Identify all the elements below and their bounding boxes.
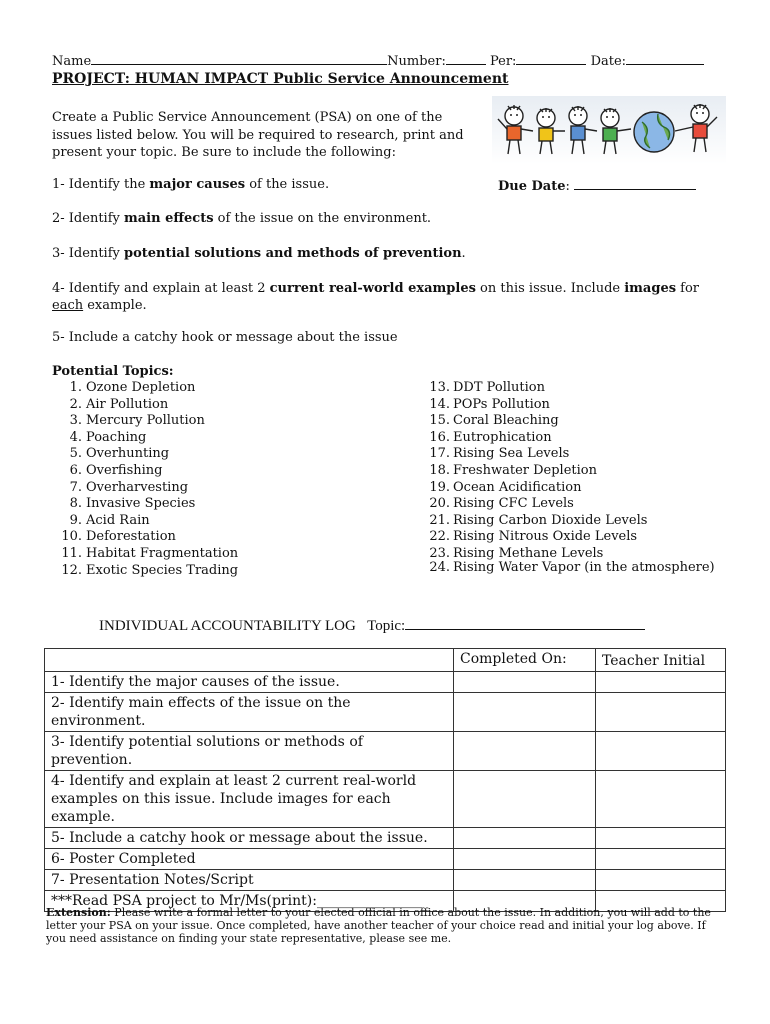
log-teacher-cell[interactable] [596, 693, 726, 732]
log-completed-cell[interactable] [454, 849, 596, 870]
log-task: 5- Include a catchy hook or message about the issue. [45, 828, 454, 849]
topic-item [60, 513, 238, 530]
log-completed-cell[interactable] [454, 771, 596, 828]
topic-number: 7. [69, 479, 82, 495]
topic-item [60, 546, 238, 563]
log-completed-cell[interactable] [454, 693, 596, 732]
topic-number: 14. [429, 396, 450, 412]
topic-item [60, 413, 238, 430]
topic-label: Rising Sea Levels [453, 446, 570, 462]
topic-label: POPs Pollution [453, 396, 550, 412]
topics-heading: Potential Topics: [52, 364, 174, 379]
topic-label: Coral Bleaching [453, 413, 559, 429]
intro-line-2: issues listed below. You will be required to research, print and [52, 127, 464, 143]
topic-item [426, 560, 715, 577]
topic-number: 12. [61, 562, 82, 578]
step-3 [52, 246, 466, 261]
log-row [45, 672, 726, 693]
step-4-bold: current real-world examples [269, 281, 476, 296]
log-col-completed: Completed On: [454, 649, 596, 672]
per-label: Per: [489, 54, 517, 69]
topic-label: Poaching [86, 429, 147, 445]
topic-number: 4. [69, 429, 82, 445]
step-4-pre: 4- Identify and explain at least 2 [52, 281, 270, 296]
topic-number: 3. [69, 413, 82, 429]
header-fields [52, 52, 704, 69]
step-1-bold: major causes [149, 177, 246, 192]
topic-number: 23. [429, 545, 450, 561]
topic-number: 13. [429, 380, 450, 395]
topic-number: 16. [429, 429, 450, 445]
log-row [45, 693, 726, 732]
number-label: Number: [387, 54, 446, 69]
topic-label: Overharvesting [86, 479, 189, 495]
topic-label: Rising CFC Levels [453, 496, 574, 512]
topics-list-left [60, 380, 238, 579]
step-1-post: of the issue. [245, 177, 330, 192]
log-completed-cell[interactable] [454, 870, 596, 891]
topic-label: Rising Water Vapor (in the atmosphere) [453, 559, 715, 575]
extension-label: Extension: [46, 906, 111, 919]
topic-item [426, 480, 715, 497]
extension-text: Please write a formal letter to your elected official in office about the issue. In addition, you will add to the letter your PSA on your issue. Once completed, have another teacher of your choice read and initial your log above. If you need assistance on finding your state representative, please see me. [46, 906, 711, 945]
topic-number: 21. [429, 512, 450, 528]
log-task: 4- Identify and explain at least 2 current real-world examples on this issue. Include images for each example. [45, 771, 454, 828]
log-row [45, 828, 726, 849]
topic-item [60, 380, 238, 397]
topic-label: Ozone Depletion [86, 380, 196, 395]
per-field[interactable] [516, 52, 586, 65]
topic-label: Overhunting [86, 446, 170, 462]
topic-label: Air Pollution [86, 396, 169, 412]
log-row [45, 870, 726, 891]
topic-number: 22. [429, 529, 450, 545]
log-task: 2- Identify main effects of the issue on the environment. [45, 693, 454, 732]
intro-text [52, 109, 464, 162]
log-task: 7- Presentation Notes/Script [45, 870, 454, 891]
topic-item [60, 480, 238, 497]
topic-label: Rising Carbon Dioxide Levels [453, 512, 648, 528]
intro-line-1: Create a Public Service Announcement (PSA) on one of the [52, 110, 443, 125]
kids-globe-illustration [492, 96, 726, 164]
extension-note [46, 906, 726, 945]
step-3-bold: potential solutions and methods of prevention [124, 246, 462, 261]
topic-item [426, 380, 715, 397]
step-2-pre: 2- Identify [52, 211, 124, 226]
log-topic-label: Topic: [367, 618, 406, 634]
log-heading [99, 617, 645, 635]
log-row [45, 771, 726, 828]
topic-label: Acid Rain [86, 512, 150, 528]
topic-label: Mercury Pollution [86, 413, 205, 429]
topic-item [60, 446, 238, 463]
step-4 [52, 280, 699, 314]
topic-label: Eutrophication [453, 429, 552, 445]
topic-label: DDT Pollution [453, 380, 545, 395]
topic-item [60, 563, 238, 580]
number-field[interactable] [446, 52, 486, 65]
step-2-bold: main effects [124, 211, 214, 226]
log-task: 1- Identify the major causes of the issue. [45, 672, 454, 693]
step-1-pre: 1- Identify the [52, 177, 150, 192]
topic-number: 17. [429, 446, 450, 462]
step-3-post: . [461, 246, 466, 261]
log-completed-cell[interactable] [454, 828, 596, 849]
step-4-each: each [52, 298, 84, 313]
project-title: PROJECT: HUMAN IMPACT Public Service Announcement [52, 71, 509, 87]
step-2 [52, 211, 431, 226]
step-2-post: of the issue on the environment. [213, 211, 432, 226]
topic-item [60, 529, 238, 546]
topic-number: 11. [61, 545, 82, 561]
due-date-field[interactable] [574, 177, 696, 190]
intro-line-3: present your topic. Be sure to include the following: [52, 145, 396, 160]
topics-list-right [426, 380, 715, 576]
topic-item [426, 430, 715, 447]
topic-item [60, 430, 238, 447]
log-task: ***Read PSA project to Mr/Ms(print):_______________ [45, 891, 454, 912]
due-date-label: Due Date [498, 179, 566, 194]
topic-item [426, 397, 715, 414]
topic-item [60, 397, 238, 414]
topic-number: 9. [69, 512, 82, 528]
topic-label: Ocean Acidification [453, 479, 582, 495]
topic-item [426, 463, 715, 480]
step-5: 5- Include a catchy hook or message about the issue [52, 330, 398, 345]
log-teacher-cell[interactable] [596, 828, 726, 849]
log-header-blank [45, 649, 454, 672]
topic-item [426, 513, 715, 530]
accountability-log-table [44, 648, 726, 912]
topic-number: 15. [429, 413, 450, 429]
log-task: 6- Poster Completed [45, 849, 454, 870]
topic-number: 8. [69, 496, 82, 512]
topic-number: 20. [429, 496, 450, 512]
name-label: Name [52, 54, 92, 69]
log-teacher-cell[interactable] [596, 849, 726, 870]
topic-label: Rising Methane Levels [453, 545, 604, 561]
step-4-mid: on this issue. Include [475, 281, 625, 296]
topic-number: 18. [429, 462, 450, 478]
log-teacher-cell[interactable] [596, 771, 726, 828]
log-title: INDIVIDUAL ACCOUNTABILITY LOG [99, 618, 356, 634]
topic-number: 10. [61, 529, 82, 545]
topic-number: 24. [429, 559, 450, 575]
step-1 [52, 177, 329, 192]
topic-item [426, 496, 715, 513]
log-completed-cell[interactable] [454, 732, 596, 771]
date-label: Date: [590, 54, 627, 69]
topic-number: 19. [429, 479, 450, 495]
topic-label: Rising Nitrous Oxide Levels [453, 529, 638, 545]
topic-item [426, 529, 715, 546]
topic-number: 1. [69, 380, 82, 395]
log-header-row [45, 649, 726, 672]
log-row [45, 732, 726, 771]
topic-item [60, 463, 238, 480]
topic-number: 2. [69, 396, 82, 412]
topic-item [426, 446, 715, 463]
step-4-line2-post: example. [83, 298, 147, 313]
topic-label: Overfishing [86, 462, 163, 478]
log-row [45, 849, 726, 870]
log-teacher-cell[interactable] [596, 870, 726, 891]
log-col-teacher: Teacher Initial [596, 649, 726, 672]
topic-label: Habitat Fragmentation [86, 545, 239, 561]
log-task: 3- Identify potential solutions or methods of prevention. [45, 732, 454, 771]
step-3-pre: 3- Identify [52, 246, 124, 261]
step-4-bold-images: images [624, 281, 677, 296]
due-date: Due Date: [498, 177, 696, 194]
step-4-post: for [676, 281, 700, 296]
log-topic-field[interactable] [405, 617, 645, 630]
topic-number: 5. [69, 446, 82, 462]
topic-item [60, 496, 238, 513]
name-field[interactable] [91, 52, 387, 65]
topic-item [426, 413, 715, 430]
topic-label: Deforestation [86, 529, 176, 545]
date-field[interactable] [626, 52, 704, 65]
topic-label: Freshwater Depletion [453, 462, 597, 478]
log-completed-cell[interactable] [454, 672, 596, 693]
log-teacher-cell[interactable] [596, 672, 726, 693]
topic-label: Invasive Species [86, 496, 196, 512]
topic-number: 6. [69, 462, 82, 478]
topic-label: Exotic Species Trading [86, 562, 239, 578]
log-teacher-cell[interactable] [596, 732, 726, 771]
